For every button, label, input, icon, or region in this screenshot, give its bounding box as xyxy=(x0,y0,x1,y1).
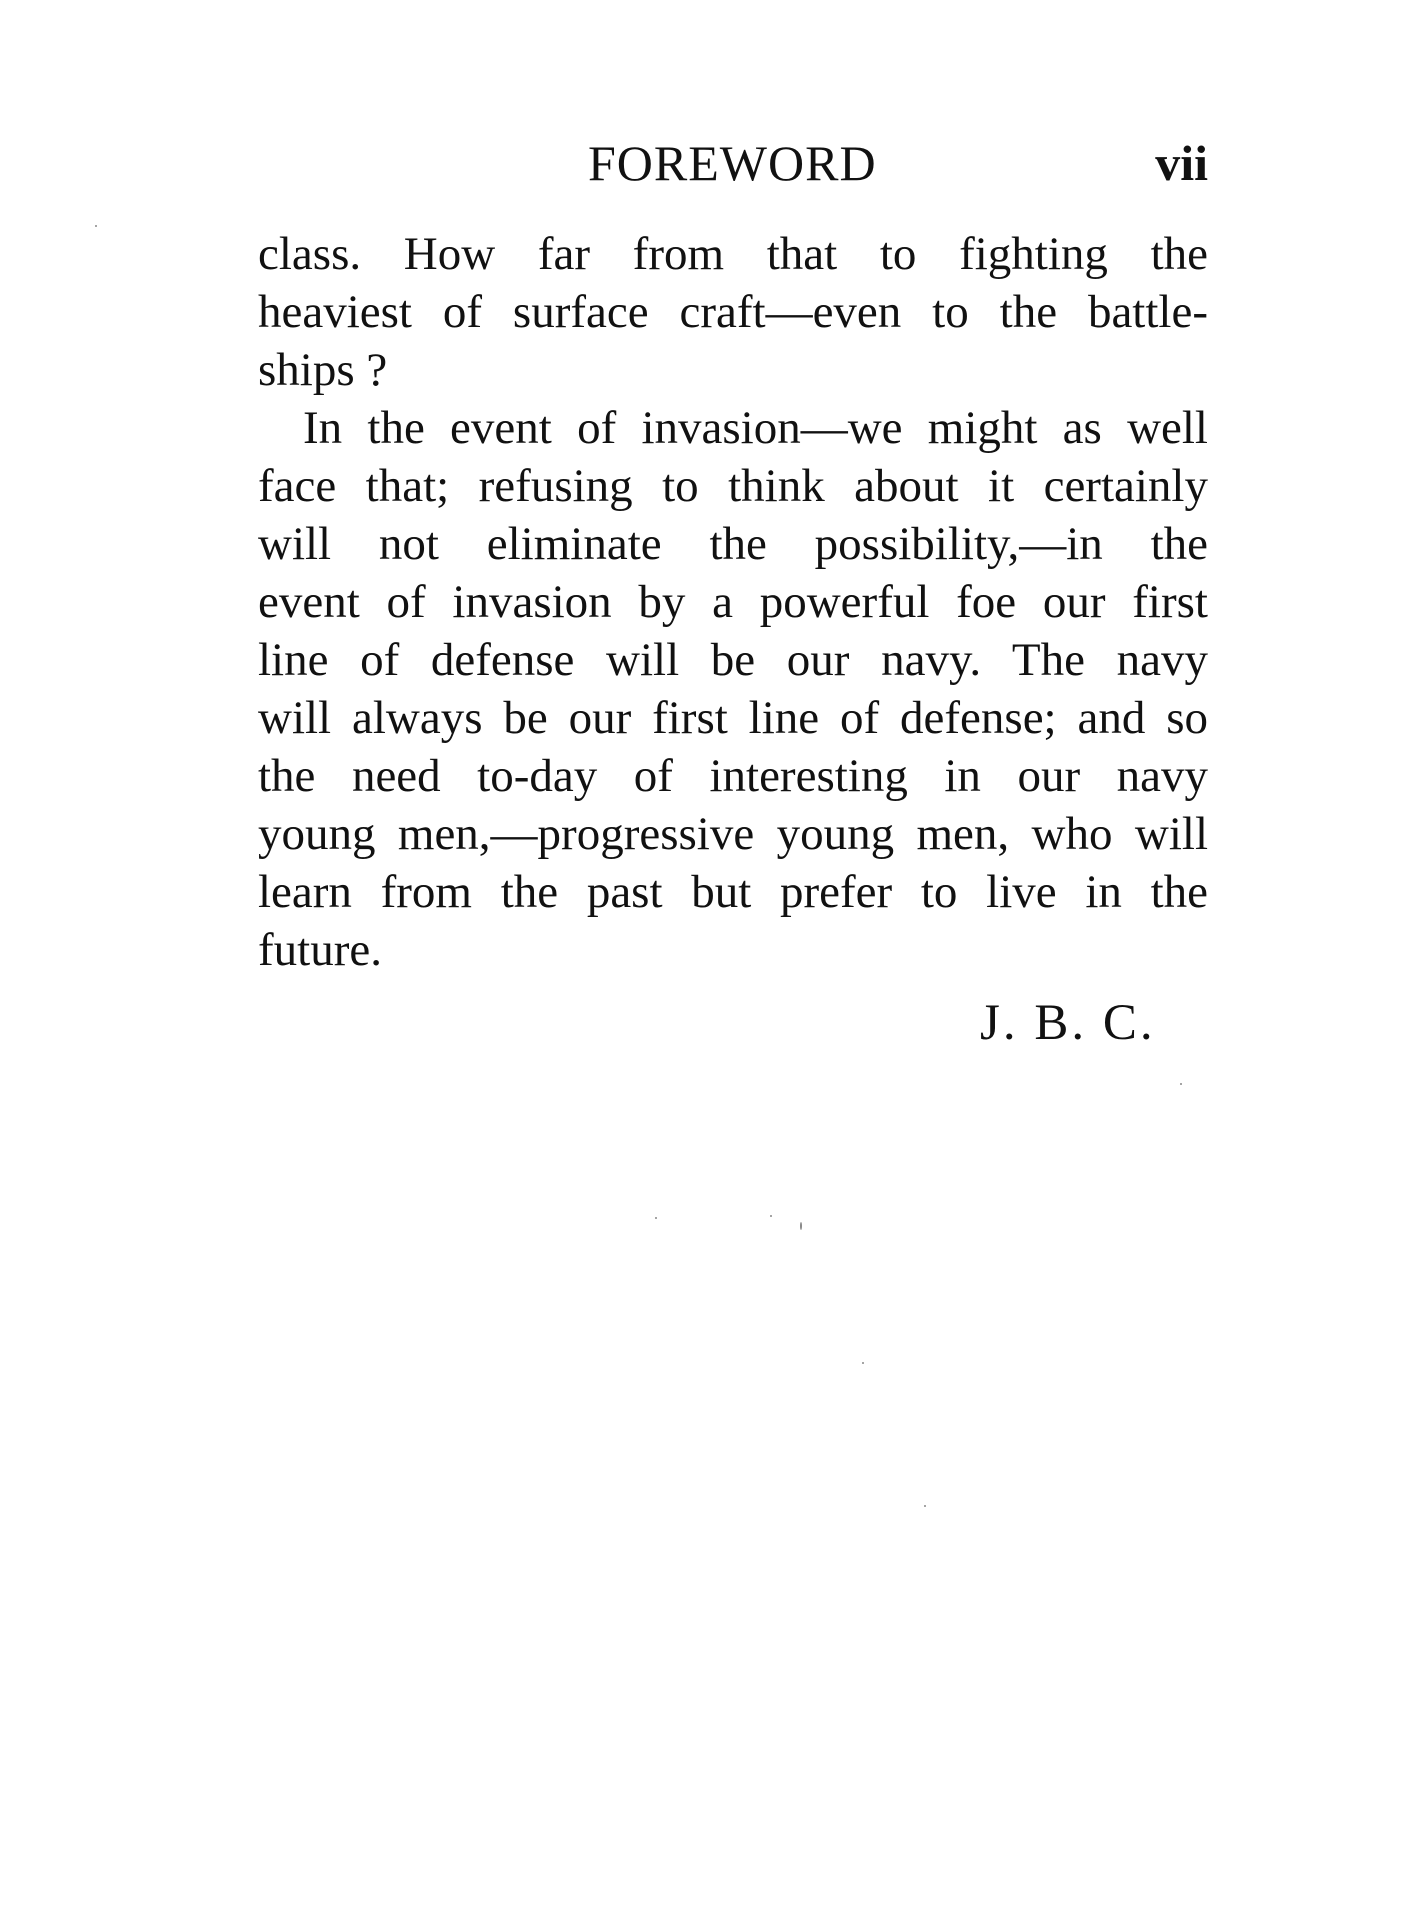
text-line: ships ? xyxy=(258,344,388,396)
scan-speck xyxy=(95,225,97,227)
text-line: will not eliminate the possibility,—in the xyxy=(258,518,1208,570)
running-title: FOREWORD xyxy=(588,135,877,191)
text-line: the need to-day of interesting in our navy xyxy=(258,750,1208,802)
running-head xyxy=(258,128,1208,198)
text-line: class. How far from that to fighting the xyxy=(258,228,1208,280)
text-line: will always be our first line of defense; and so xyxy=(258,692,1208,744)
text-line: face that; refusing to think about it certainly xyxy=(258,460,1208,512)
text-line: event of invasion by a powerful foe our first xyxy=(258,576,1208,628)
page-number: vii xyxy=(1155,135,1208,191)
body-text xyxy=(258,225,1208,979)
scan-speck xyxy=(655,1217,657,1219)
text-line: learn from the past but prefer to live in the xyxy=(258,866,1208,918)
scan-speck xyxy=(800,1222,802,1230)
text-line: future. xyxy=(258,924,382,976)
text-line: heaviest of surface craft—even to the battle- xyxy=(258,286,1208,338)
scan-speck xyxy=(862,1362,864,1364)
author-signature: J. B. C. xyxy=(980,995,1156,1051)
scan-speck xyxy=(924,1505,926,1507)
scan-speck xyxy=(770,1215,772,1217)
text-line: line of defense will be our navy. The navy xyxy=(258,634,1208,686)
paragraph-first-line: In the event of invasion—we might as well xyxy=(303,402,1208,454)
text-line: young men,—progressive young men, who will xyxy=(258,808,1208,860)
scan-speck xyxy=(1180,1083,1182,1085)
